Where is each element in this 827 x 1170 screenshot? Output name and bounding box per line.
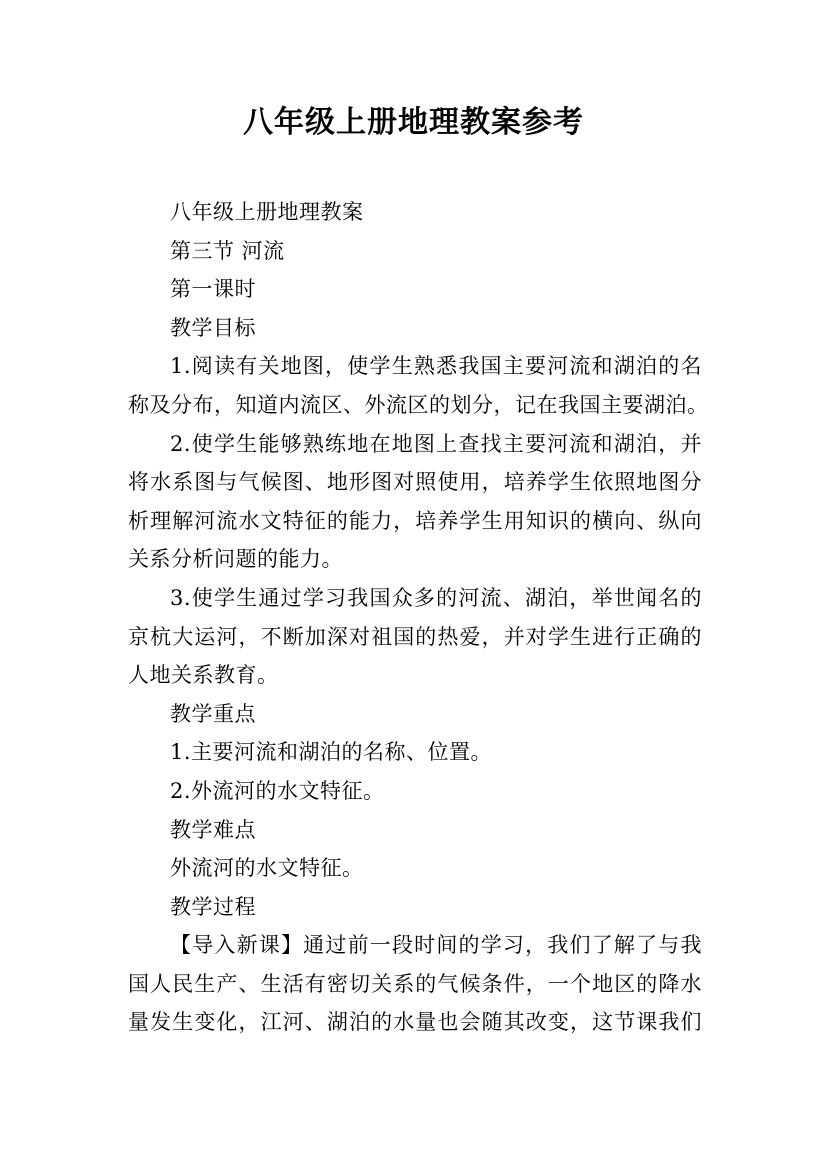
paragraph-line: 【导入新课】通过前一段时间的学习，我们了解了与我 bbox=[170, 933, 702, 958]
difficulty-heading: 教学难点 bbox=[170, 817, 256, 842]
intro-paragraph bbox=[128, 926, 702, 1042]
paragraph-line: 1.阅读有关地图，使学生熟悉我国主要河流和湖泊的名 bbox=[170, 354, 702, 379]
process-heading: 教学过程 bbox=[170, 894, 256, 919]
paragraph-line: 2.使学生能够熟练地在地图上查找主要河流和湖泊，并 bbox=[170, 431, 702, 456]
objective-3-paragraph bbox=[128, 579, 702, 695]
section-heading: 第三节 河流 bbox=[170, 238, 285, 263]
lesson-plan-heading: 八年级上册地理教案 bbox=[170, 200, 364, 224]
document-body bbox=[128, 193, 709, 1042]
difficulty-text: 外流河的水文特征。 bbox=[170, 856, 364, 881]
paragraph-line: 人地关系教育。 bbox=[128, 663, 279, 688]
paragraph-line: 析理解河流水文特征的能力，培养学生用知识的横向、纵向 bbox=[128, 508, 702, 533]
lesson-number: 第一课时 bbox=[170, 277, 256, 302]
paragraph-line: 国人民生产、生活有密切关系的气候条件，一个地区的降水 bbox=[128, 971, 702, 996]
paragraph-line: 量发生变化，江河、湖泊的水量也会随其改变，这节课我们 bbox=[128, 1010, 702, 1035]
paragraph-line: 3.使学生通过学习我国众多的河流、湖泊，举世闻名的 bbox=[170, 585, 702, 610]
paragraph-line: 京杭大运河，不断加深对祖国的热爱，并对学生进行正确的 bbox=[128, 624, 702, 649]
key-point-2: 2.外流河的水文特征。 bbox=[170, 778, 385, 803]
objective-2-paragraph bbox=[128, 425, 702, 579]
key-points-heading: 教学重点 bbox=[170, 701, 256, 726]
objective-1-paragraph bbox=[128, 347, 709, 424]
key-point-1: 1.主要河流和湖泊的名称、位置。 bbox=[170, 740, 493, 765]
document-title: 八年级上册地理教案参考 bbox=[243, 105, 584, 140]
paragraph-line: 将水系图与气候图、地形图对照使用，培养学生依照地图分 bbox=[128, 470, 702, 495]
objectives-heading: 教学目标 bbox=[170, 315, 256, 340]
paragraph-line: 关系分析问题的能力。 bbox=[128, 547, 343, 572]
paragraph-line: 称及分布，知道内流区、外流区的划分，记在我国主要湖泊。 bbox=[128, 392, 709, 417]
